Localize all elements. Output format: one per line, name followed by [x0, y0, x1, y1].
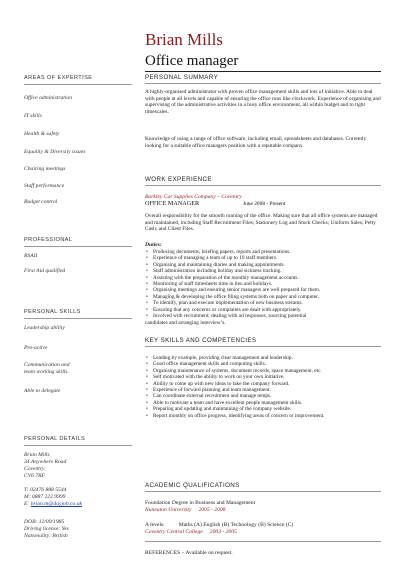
expertise-item: Equality & Diversity issues	[24, 149, 86, 155]
candidate-name: Brian Mills	[145, 30, 223, 49]
list-item: • To identify, plan and execute implementation of new business streams.	[145, 300, 383, 306]
list-item: • Can coordinate external recruitment and manage temps.	[145, 393, 383, 399]
expertise-item: Office administration	[24, 95, 73, 101]
work-heading: WORK EXPERIENCE	[145, 176, 212, 183]
skill-item: Able to delegate	[24, 388, 61, 394]
education-divider	[145, 491, 381, 492]
expertise-item: Budget control	[24, 199, 58, 205]
references: REFERENCES – Available on request.	[145, 550, 233, 556]
list-item: • Experience of managing a team of up to 10 staff members.	[145, 255, 383, 261]
list-item: • Ability to come up with new ideas to take the company forward.	[145, 381, 383, 387]
expertise-item: Health & safety	[24, 131, 60, 137]
university: Nuneaton University 2005 - 2008	[145, 507, 226, 513]
list-item: • Organising maintenance of systems, document records, space management, etc.	[145, 368, 383, 374]
list-item: • Able to motivate a team and have excellent people management skills.	[145, 400, 383, 406]
details-heading: PERSONAL DETAILS	[24, 436, 86, 442]
phone-number: T: 02476 888 5544	[24, 487, 67, 493]
education-heading: ACADEMIC QUALIFICATIONS	[145, 482, 240, 489]
professional-item: RSAII	[24, 253, 38, 259]
position: OFFICE MANAGER	[145, 200, 200, 207]
nationality: Nationality: British	[24, 533, 68, 539]
list-item: • Report monthly on office progress, identifying areas of concern or improvement.	[145, 413, 383, 419]
expertise-item: Chairing meetings	[24, 166, 66, 172]
employer: Barkley Car Supplies Company – Coventry	[145, 194, 242, 200]
expertise-divider	[24, 84, 132, 85]
duties-continuation: candidates and arranging interview’s.	[145, 320, 226, 326]
list-item: • Experience of forward planning and team management.	[145, 387, 383, 393]
professional-item: First Aid qualified	[24, 268, 66, 274]
duties-list	[145, 249, 383, 319]
address-line: Brian Mills	[24, 452, 50, 458]
list-item: • Managing & developing the office filing systems both on paper and computer.	[145, 294, 383, 300]
list-item: • Producing documents, briefing papers, reports and presentations.	[145, 249, 383, 255]
email-row	[24, 501, 82, 508]
expertise-item: Staff performance	[24, 183, 65, 189]
competencies-divider	[145, 346, 381, 347]
education-bottom-divider	[145, 541, 381, 542]
competencies-list	[145, 355, 383, 419]
list-item: • Leading by example, providing clear management and leadership.	[145, 355, 383, 361]
list-item: • Ensuring that any concerns or complaints are dealt with appropriately.	[145, 307, 383, 313]
skill-item: Communication and	[24, 362, 70, 368]
duties-label: Duties:	[145, 242, 162, 248]
details-divider	[24, 445, 132, 446]
competencies-heading: KEY SKILLS AND COMPETENCIES	[145, 337, 257, 344]
work-divider	[145, 185, 381, 186]
list-item: • Organising meetings and ensuring senior managers are well prepared for them.	[145, 287, 383, 293]
email-prefix: E:	[24, 501, 30, 507]
list-item: • Self motivated with the ability to work on your own initiative.	[145, 374, 383, 380]
header-divider	[145, 71, 381, 72]
list-item: • Assisting with the preparation of the monthly management accounts.	[145, 275, 383, 281]
summary-paragraph: A highly-organised administrator with proven office management skills and lots of initiative. Able to deal with people at all levels and capable of ensuring the office runs like clockwork. Experience of organising and supervising of the administrative activities in a busy office environment, all within budget and to tight timescales.	[145, 89, 381, 115]
job-title: Office manager	[145, 53, 239, 69]
degree: Foundation Degree in Business and Management	[145, 500, 256, 506]
address-line: Coventry	[24, 466, 45, 472]
date-of-birth: DOB: 12/09/1985	[24, 519, 65, 525]
skill-item: Pro-active	[24, 345, 48, 351]
summary-heading: PERSONAL SUMMARY	[145, 74, 219, 81]
expertise-heading: AREAS OF EXPERTISE	[24, 75, 93, 81]
address-line: CV6 7RF	[24, 473, 45, 479]
list-item: • Organising and maintaining diaries and making appointments.	[145, 262, 383, 268]
address-line: 34 Anywhere Road	[24, 459, 67, 465]
a-levels: A levels: Maths (A) English (B) Technology (B) Science (C)	[145, 522, 294, 528]
professional-divider	[24, 246, 132, 247]
professional-heading: PROFESSIONAL	[24, 237, 73, 243]
driving-licence: Driving license: Yes	[24, 526, 69, 532]
summary-paragraph: Knowledge of using a range of office software, including email, spreadsheets and databases. Currently looking for a suitable office managers position with a reputable company.	[145, 136, 367, 149]
college: Coventry Central College 2003 - 2005	[145, 529, 237, 535]
mobile-number: M: 0887 222 9999	[24, 494, 66, 500]
email-link[interactable]: brian.m@dayjob.co.uk	[30, 501, 82, 507]
skills-heading: PERSONAL SKILLS	[24, 309, 81, 315]
skill-item: team working skills.	[24, 369, 69, 375]
employment-dates: June 2008 - Present	[243, 201, 286, 207]
role-overview: Overall responsibility for the smooth running of the office. Making sure that all office systems are managed and maintained, including Staff Recruitment Files; Stationery Log and Stock Checks; Uniform Sales; Petty Cash; and Client Files.	[145, 213, 378, 233]
list-item: • Good office management skills and computing skills.	[145, 361, 383, 367]
list-item: • Monitoring of staff timesheets time in lieu and holidays.	[145, 281, 383, 287]
summary-divider	[145, 83, 381, 84]
skills-divider	[24, 318, 132, 319]
skill-item: Leadership ability	[24, 325, 65, 331]
expertise-item: IT skills	[24, 113, 42, 119]
list-item: • Staff administration including holiday and sickness tracking.	[145, 268, 383, 274]
list-item: • Involved with recruitment; dealing with ad responses, sourcing potential	[145, 313, 383, 319]
list-item: • Preparing and updating and maintaining of the company website.	[145, 406, 383, 412]
